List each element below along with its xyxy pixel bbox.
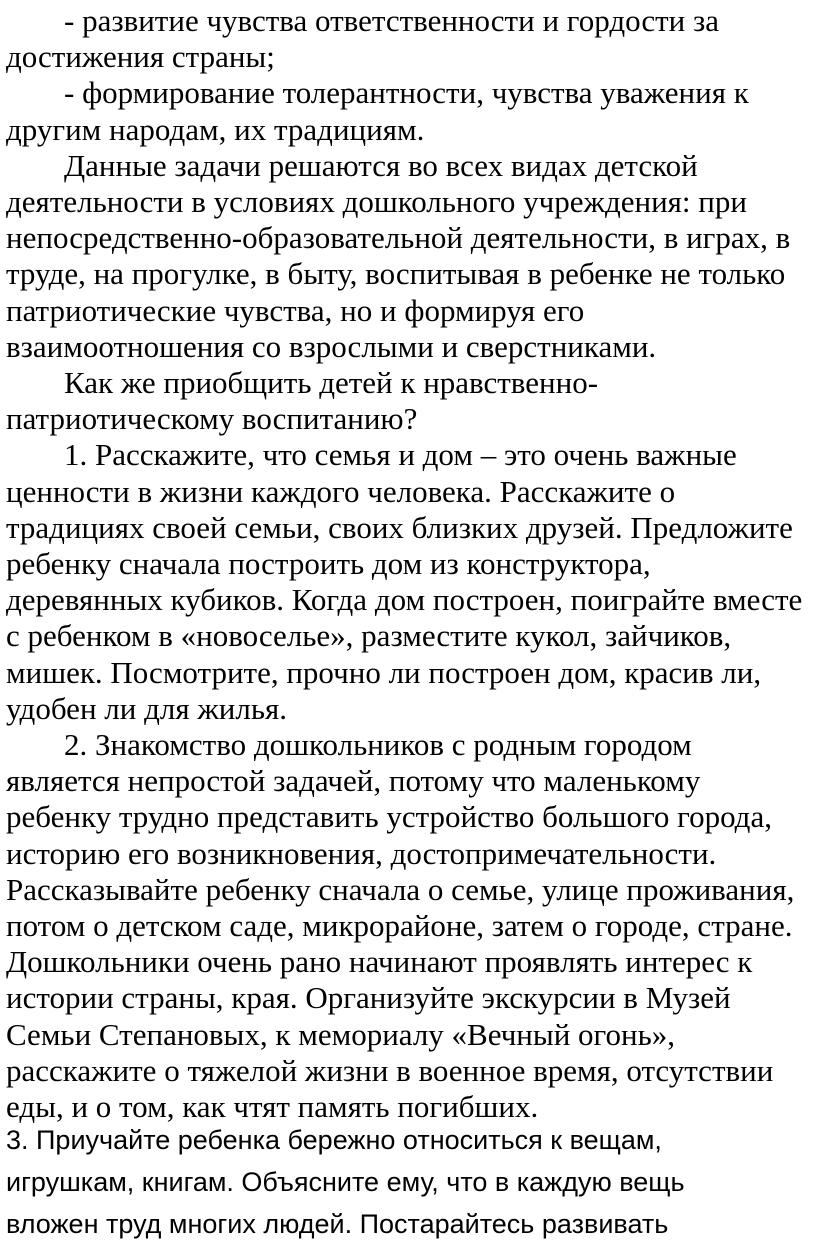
text-line: вложен труд многих людей. Постарайтесь развивать — [6, 1209, 669, 1239]
text-line: расскажите о тяжелой жизни в военное время, отсутствии — [6, 1052, 774, 1088]
text-line: патриотические чувства, но и формируя его — [6, 292, 585, 328]
text-line: Данные задачи решаются во всех видах детской — [64, 147, 698, 183]
text-line: Семьи Степановых, к мемориалу «Вечный огонь», — [6, 1016, 675, 1052]
text-line: потом о детском саде, микрорайоне, затем о городе, стране. — [6, 908, 793, 944]
text-line: 2. Знакомство дошкольников с родным городом — [64, 727, 692, 763]
text-line: - развитие чувства ответственности и гордости за — [64, 3, 720, 38]
text-line: 1. Расскажите, что семья и дом – это очень важные — [64, 437, 737, 473]
text-line: достижения страны; — [6, 39, 275, 75]
text-line: игрушкам, книгам. Объясните ему, что в каждую вещь — [6, 1167, 685, 1197]
text-line: традициях своей семьи, своих близких друзей. Предложите — [6, 509, 793, 545]
text-line: - формирование толерантности, чувства уважения к — [64, 75, 749, 111]
text-line: ценности в жизни каждого человека. Расскажите о — [6, 473, 676, 509]
text-line: 3. Приучайте ребенка бережно относиться к вещам, — [6, 1125, 662, 1155]
text-line: ребенку сначала построить дом из конструктора, — [6, 546, 651, 582]
text-line: деятельности в условиях дошкольного учреждения: при — [6, 184, 747, 220]
text-line: с ребенком в «новоселье», разместите кукол, зайчиков, — [6, 618, 732, 654]
text-line: Рассказывайте ребенку сначала о семье, улице проживания, — [6, 871, 795, 907]
text-line: историю его возникновения, достопримечательности. — [6, 835, 717, 871]
text-line: мишек. Посмотрите, прочно ли построен дом, красив ли, — [6, 654, 762, 690]
text-line: удобен ли для жилья. — [6, 690, 287, 726]
text-line: Как же приобщить детей к нравственно- — [64, 365, 599, 401]
text-line: деревянных кубиков. Когда дом построен, поиграйте вместе — [6, 582, 803, 618]
text-line: взаимоотношения со взрослыми и сверстниками. — [6, 328, 657, 364]
body-text-serif — [0, 3, 816, 1125]
text-line: ребенку трудно представить устройство большого города, — [6, 799, 772, 835]
text-line: еды, и о том, как чтят память погибших. — [6, 1089, 539, 1125]
text-line: непосредственно-образовательной деятельности, в играх, в — [6, 220, 791, 256]
text-line: патриотическому воспитанию? — [6, 401, 418, 437]
text-line: истории страны, края. Организуйте экскурсии в Музей — [6, 980, 731, 1016]
text-line: труде, на прогулке, в быту, воспитывая в ребенке не только — [6, 256, 786, 292]
text-line: является непростой задачей, потому что маленькому — [6, 763, 701, 799]
text-line: Дошкольники очень рано начинают проявлять интерес к — [6, 944, 753, 980]
text-line: другим народам, их традициям. — [6, 111, 425, 147]
body-text-sans — [0, 1119, 816, 1245]
